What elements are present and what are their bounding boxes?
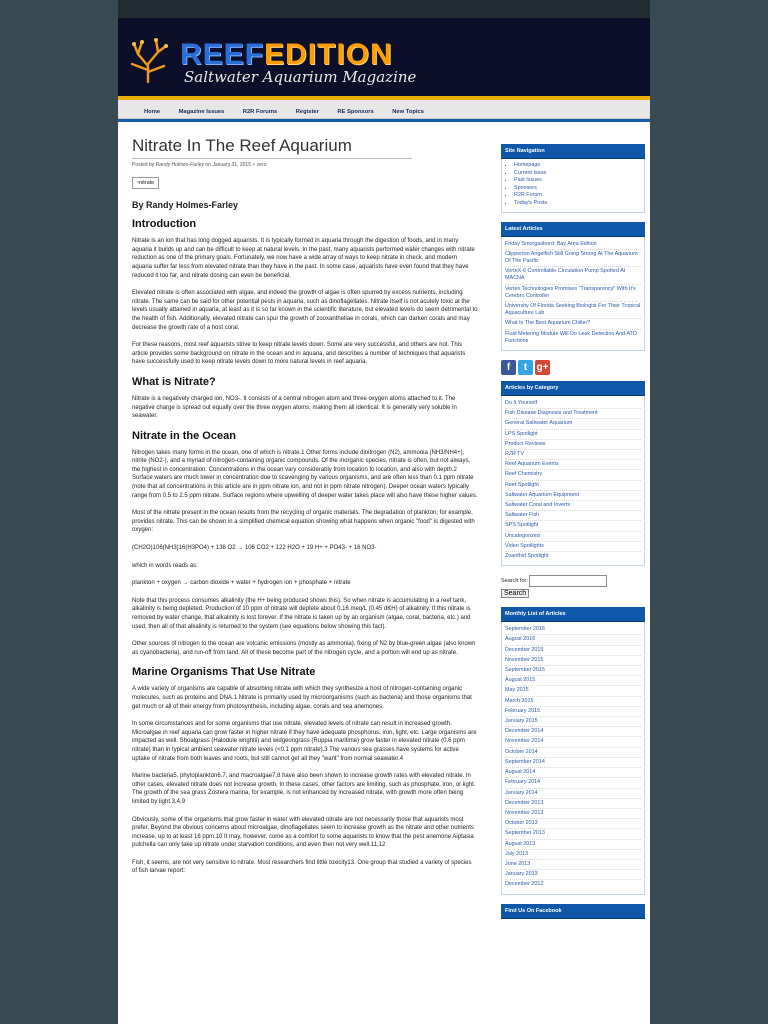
search-label: Search for:: [501, 578, 528, 585]
intro-heading: Introduction: [132, 218, 197, 231]
facebook-title: Find Us On Facebook: [501, 904, 645, 919]
category-link[interactable]: General Saltwater Aquarium: [505, 419, 641, 429]
latest-article-link[interactable]: What Is The Best Aquarium Chiller?: [505, 319, 641, 329]
site-navigation-widget: [501, 144, 645, 213]
category-link[interactable]: Reef Chemistry: [505, 470, 641, 480]
marine-heading: Marine Organisms That Use Nitrate: [132, 666, 316, 679]
category-link[interactable]: SPS Spotlight: [505, 521, 641, 531]
article-image: [132, 177, 159, 190]
monthly-archive-link[interactable]: August 2016: [505, 635, 641, 645]
monthly-archive-link[interactable]: September 2015: [505, 666, 641, 676]
chemical-equation: (CH2O)106(NH3)16(H3PO4) + 138 O2 → 106 CO2 + 122 H2O + 19 H+ + PO43- + 16 NO3-: [132, 545, 377, 552]
category-link[interactable]: Zoanthid Spotlight: [505, 553, 549, 560]
intro-paragraph-1: Nitrate is an ion that has long dogged aquarists. It is typically formed in aquaria through the digestion of foods, and in many aquaria it builds up and can be difficult to keep at natural levels. In the past, many aquarists performed water changes with nitrate reduction as one of the primary goals. Fortunately, we now have a wide array of ways to keep nitrate in check, and modern aquaria suffer far less from elevated nitrate than they have in the past. In some case, aquarists have even found that they have reduced it too far, and nitrate dosing can even be beneficial.: [132, 238, 475, 279]
monthly-archive-link[interactable]: December 2014: [505, 727, 641, 737]
site-nav-past-issues[interactable]: ▪ Past Issues: [514, 177, 641, 185]
monthly-archive-title: Monthly List of Articles: [501, 607, 645, 622]
monthly-archive-link[interactable]: January 2013: [505, 870, 641, 880]
marine-paragraph-4: Obviously, some of the organisms that grow faster in water with elevated nitrate are not necessarily those that aquarists most prefer. Beyond the obvious concerns about microalgae, dinoflagellates seem to increase growth as the nitrate and other nutrients increase, up to at least 16 ppm.10 It may, however, come as a comfort to some aquarists to know that the pest anemone Aiptasia pulchella can only take up nitrate under starvation conditions, and even then not very well.11,12: [132, 816, 474, 849]
search-widget: [501, 575, 645, 598]
brand-edition: EDITION: [264, 38, 393, 71]
ocean-paragraph-1: Nitrogen takes many forms in the ocean, one of which is nitrate.1 Other forms include dinitrogen (N2), ammonia (NH3/NH4+), nitrite (NO2-), and a myriad of nitrogen-containing organic compounds. Of the inorganic species, nitrate is often, but not always, the highest in concentration. Concentrations in the ocean vary considerably from location to location, and also with depth.2 Surface waters are much lower in concentration due to scavenging by various organisms, and are often less than 0.1 ppm nitrate (note that all concentrations in this article are in ppm nitrate ion, and not in ppm nitrate nitrogen). Deeper ocean waters typically range from 0.5 to 2.5 ppm nitrate. Surface regions where upwelling of deeper water takes place will also have these higher values.: [132, 449, 478, 499]
latest-article-link[interactable]: Fluid Metering Module Will Do Leak Detection And ATO Functions: [505, 330, 637, 344]
monthly-archive-link[interactable]: November 2013: [505, 809, 641, 819]
category-link[interactable]: LPS Spotlight: [505, 430, 641, 440]
categories-widget: [501, 381, 645, 566]
nav-register[interactable]: Register: [295, 109, 319, 115]
post-date: January 31, 2015: [212, 162, 251, 168]
word-equation: plankton + oxygen → carbon dioxide + water + hydrogen ion + phosphate + nitrate: [132, 580, 351, 587]
intro-paragraph-3: For these reasons, most reef aquarists strive to keep nitrate levels down. Some are very successful, and others are not. This article provides some background on nitrate in the ocean and in aquaria, and describes a number of techniques that aquarists have successfully used to keep nitrate levels down to more natural levels in reef aquaria.: [132, 342, 466, 366]
monthly-archive-link[interactable]: January 2015: [505, 717, 641, 727]
monthly-archive-link[interactable]: July 2013: [505, 850, 641, 860]
intro-paragraph-2: Elevated nitrate is often associated with algae, and indeed the growth of algae is often spurred by excess nutrients, including nitrate. The same can be said for other potential pests in aquaria, such as dinoflagellates. Nitrate itself is not acutely toxic at the levels usually attained in aquaria, at least as it is so far known in the scientific literature, but elevated levels do seem detrimental to the health of fish. Additionally, elevated nitrate can spur the growth of zooxanthellae in corals, which can darken corals and may decrease the growth rate of a host coral.: [132, 290, 478, 331]
monthly-archive-widget: [501, 607, 645, 894]
latest-article-link[interactable]: Friday Smorgasbord: Bay Area Edition: [505, 240, 641, 250]
ocean-heading: Nitrate in the Ocean: [132, 429, 236, 442]
nav-magazine-issues[interactable]: Magazine Issues: [178, 109, 225, 115]
main-nav: [118, 100, 650, 119]
google-plus-icon[interactable]: g+: [536, 362, 549, 373]
search-input[interactable]: [529, 575, 607, 587]
site-nav-homepage[interactable]: ▪ Homepage: [514, 162, 641, 170]
site-nav-r2r-forum[interactable]: ▪ R2R Forum: [514, 192, 641, 200]
monthly-archive-link[interactable]: May 2015: [505, 686, 641, 696]
monthly-archive-link[interactable]: November 2015: [505, 656, 641, 666]
latest-article-link[interactable]: University Of Florida Seeking Biologist For Their Tropical Aquaculture Lab: [505, 302, 641, 319]
monthly-archive-link[interactable]: August 2014: [505, 768, 641, 778]
nav-r2r-forums[interactable]: R2R Forums: [242, 109, 278, 115]
article-title[interactable]: Nitrate In The Reef Aquarium: [132, 136, 412, 159]
what-heading: What is Nitrate?: [132, 375, 216, 388]
monthly-archive-link[interactable]: October 2013: [505, 819, 641, 829]
facebook-icon[interactable]: f: [501, 360, 516, 375]
category-link[interactable]: Saltwater Fish: [505, 511, 641, 521]
broken-image-icon: ▫: [137, 179, 139, 186]
site-nav-todays-posts[interactable]: ▪ Today's Posts: [514, 200, 641, 208]
monthly-archive-link[interactable]: November 2014: [505, 737, 641, 747]
monthly-archive-link[interactable]: August 2015: [505, 676, 641, 686]
category-link[interactable]: Saltwater Aquarium Equipment: [505, 491, 641, 501]
category-link[interactable]: Reef Aquarium Events: [505, 460, 641, 470]
brand-reef: REEF: [180, 38, 265, 71]
date-prefix: on: [205, 162, 211, 168]
marine-paragraph-2: In some circumstances and for some organisms that use nitrate, elevated levels of nitrate can result in increased growth. Microalgae in reef aquaria can grow faster in higher nitrate if they have adequate phosphorus, iron, light, etc. Large organisms are impacted as well. Shoalgrass (Halodule wrightii) and widgeongrass (Ruppia maritime) grow faster in elevated nitrate (0.6 ppm nitrate) than in typical ambient seawater nitrate levels (<0.1 ppm nitrate).3 The various sea grasses have systems for active uptake of nitrate from both leaves and roots, but still cannot get all they "want" from normal seawater.4: [132, 721, 477, 762]
monthly-archive-link[interactable]: January 2014: [505, 789, 641, 799]
social-icons: [501, 360, 645, 375]
right-background: [650, 0, 768, 1024]
monthly-archive-link[interactable]: December 2012: [505, 881, 544, 888]
category-link[interactable]: Do It Yourself: [505, 399, 641, 409]
comments-link[interactable]: zero: [256, 162, 267, 168]
monthly-archive-link[interactable]: August 2013: [505, 840, 641, 850]
ocean-paragraph-3: Note that this process consumes alkalinity (the H+ being produced shows this). So when nitrate is accumulating in a reef tank, alkalinity is being depleted. Production of 10 ppm of nitrate will deplete about 0.16 meq/L (0.45 dKH) of alkalinity. If this nitrate is removed by water change, that alkalinity is lost forever. If the nitrate is taken up by an organism (algae, coral, bacteria, etc.) and used, then all of that alkalinity is returned to the system (see equations below showing this fact).: [132, 597, 471, 630]
monthly-archive-link[interactable]: October 2014: [505, 748, 641, 758]
category-link[interactable]: Product Reviews: [505, 440, 641, 450]
monthly-archive-link[interactable]: September 2013: [505, 829, 641, 839]
site-nav-current-issue[interactable]: ▪ Current Issue: [514, 170, 641, 178]
ocean-paragraph-2: Most of the nitrate present in the ocean results from the recycling of organic materials. The degradation of plankton, for example, provides nitrate. This can be shown in a simplified chemical equation showing what happens when organic "food" is digested with oxygen:: [132, 510, 475, 534]
latest-article-link[interactable]: Clipperton Angelfish Still Going Strong At The Aquarium Of The Pacific: [505, 250, 641, 267]
ocean-paragraph-4: Other sources of nitrogen to the ocean are volcanic emissions (mostly as ammonia), fixing of N2 by blue-green algae (also known as cyanobacteria), and run-off from land. All of these become part of the nitrogen cycle, and a portion will end up as nitrate.: [132, 641, 476, 656]
image-alt-text: nitrate: [138, 179, 155, 186]
nav-home[interactable]: Home: [144, 109, 161, 115]
posted-by-label: Posted by: [132, 162, 155, 168]
monthly-archive-link[interactable]: February 2014: [505, 778, 641, 788]
category-link[interactable]: R2R TV: [505, 450, 641, 460]
latest-articles-title: Latest Articles: [501, 222, 645, 237]
page-container: [118, 18, 650, 1024]
what-paragraph-1: Nitrate is a negatively charged ion, NO3-. It consists of a central nitrogen atom and three oxygen atoms attached to it. The negative charge is spread out equally over the three oxygen atoms, making them all identical. It is generally very soluble in seawater.: [132, 395, 457, 420]
site-header: [118, 18, 650, 100]
site-nav-sponsors[interactable]: ▪ Sponsors: [514, 185, 641, 193]
nav-re-sponsors[interactable]: RE Sponsors: [337, 109, 374, 115]
site-navigation-title: Site Navigation: [501, 144, 645, 159]
article: [132, 136, 478, 885]
twitter-icon[interactable]: t: [518, 360, 533, 375]
marine-paragraph-5: Fish, it seems, are not very sensitive to nitrate. Most researchers find little toxicity13. One group that studied a variety of species of fish larvae report:: [132, 859, 472, 875]
search-button[interactable]: Search: [501, 589, 529, 598]
marine-paragraph-3: Marine bacteria5, phytoplankton6,7, and macroalgae7,8 have also been shown to increase growth rates with elevated nitrate. In other cases, elevated nitrate does not increase growth. In these cases, other factors are limiting, such as phosphate, iron, or light. The growth of the sea grass Zostera marina, for example, is not enhanced by increased nitrate, with growth more often being limited by light.3,4,9: [132, 773, 476, 805]
category-link[interactable]: Video Spotlights: [505, 542, 641, 552]
nav-accent-line: [118, 119, 650, 122]
post-meta: Posted by Randy Holmes-Farley on January 31, 2015 • zero: [132, 162, 267, 168]
category-link[interactable]: Uncategorized: [505, 532, 641, 542]
monthly-archive-link[interactable]: December 2015: [505, 646, 641, 656]
category-link[interactable]: Fish Disease Diagnosis and Treatment: [505, 409, 641, 419]
sidebar: [501, 144, 645, 928]
brand-logo[interactable]: [180, 38, 393, 72]
monthly-archive-link[interactable]: March 2015: [505, 697, 641, 707]
words-intro: which in words reads as:: [132, 562, 198, 569]
left-background: [0, 0, 118, 1024]
monthly-archive-link[interactable]: September 2014: [505, 758, 641, 768]
author-link[interactable]: Randy Holmes-Farley: [155, 162, 204, 168]
monthly-archive-link[interactable]: June 2013: [505, 860, 641, 870]
latest-article-link[interactable]: VorteX-6 Controllable Circulation Pump Spotted At MACNA: [505, 267, 641, 284]
byline: By Randy Holmes-Farley: [132, 200, 239, 211]
facebook-widget: [501, 904, 645, 919]
category-link[interactable]: Saltwater Coral and Inverts: [505, 501, 641, 511]
coral-logo-icon: [126, 34, 170, 84]
monthly-archive-link[interactable]: February 2015: [505, 707, 641, 717]
marine-paragraph-1: A wide variety of organisms are capable of absorbing nitrate with which they synthesize a host of nitrogen-containing organic molecules, such as proteins and DNA.1 Nitrate is primarily used by microorganisms (such as bacteria) and those organisms that get much or all of their energy from photosynthesis, including algae, corals and sea anemones.: [132, 686, 472, 710]
category-link[interactable]: Reef Spotlight: [505, 481, 641, 491]
latest-articles-widget: [501, 222, 645, 351]
monthly-archive-link[interactable]: December 2013: [505, 799, 641, 809]
latest-article-link[interactable]: Vertex Technologies Promises "Transparency" With It's Cerebro Controller: [505, 285, 641, 302]
nav-new-topics[interactable]: New Topics: [392, 109, 424, 115]
monthly-archive-link[interactable]: September 2016: [505, 625, 641, 635]
categories-title: Articles by Category: [501, 381, 645, 396]
site-tagline: Saltwater Aquarium Magazine: [184, 68, 417, 86]
